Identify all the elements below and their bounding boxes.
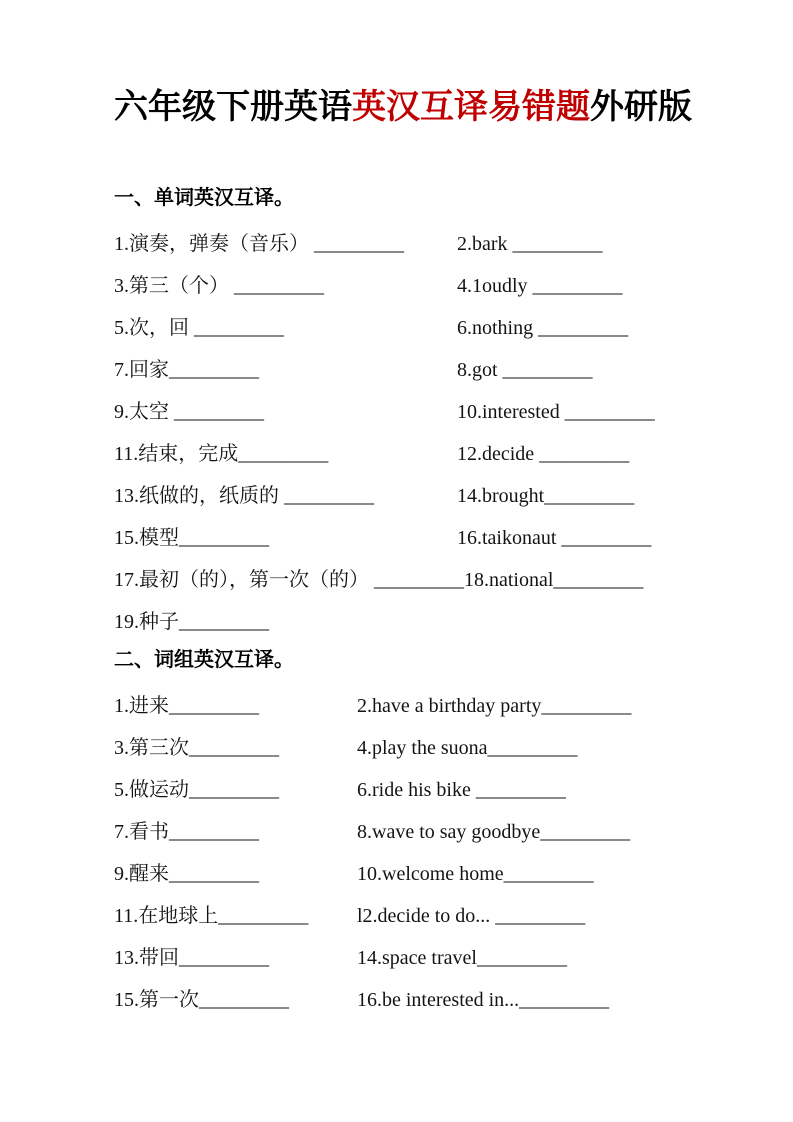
worksheet-row (114, 685, 683, 727)
worksheet-row (114, 853, 683, 895)
item-right: 14.brought_________ (457, 485, 635, 507)
section-1-header: 一、单词英汉互译。 (114, 187, 294, 209)
page-title (114, 85, 692, 131)
worksheet-row (114, 727, 683, 769)
item-left: 11.结束，完成_________ (114, 443, 329, 465)
worksheet-row (114, 601, 683, 643)
item-right: 10.welcome home_________ (357, 863, 594, 885)
section-phrases (114, 647, 683, 1021)
item-left: 1.演奏，弹奏（音乐） _________ (114, 233, 404, 255)
item-left: 3.第三次_________ (114, 737, 279, 759)
item-right: 8.got _________ (457, 359, 593, 381)
item-right: 16.taikonaut _________ (457, 527, 652, 549)
item-left: 13.纸做的，纸质的 _________ (114, 485, 374, 507)
worksheet-row (114, 559, 683, 601)
item-right: 12.decide _________ (457, 443, 630, 465)
section-1-rows (114, 223, 683, 643)
item-right: 4.1oudly _________ (457, 275, 623, 297)
item-right: 10.interested _________ (457, 401, 655, 423)
item-left: 7.看书_________ (114, 821, 259, 843)
worksheet-row (114, 979, 683, 1021)
title-part-3: 外研版 (590, 89, 692, 126)
item-right: 4.play the suona_________ (357, 737, 578, 759)
section-2-header: 二、词组英汉互译。 (114, 649, 294, 671)
worksheet-row (114, 223, 683, 265)
item-right: 6.nothing _________ (457, 317, 629, 339)
item-left: 19.种子_________ (114, 611, 269, 633)
worksheet-row (114, 391, 683, 433)
item-left: 17.最初（的），第一次（的） _________ (114, 569, 464, 591)
worksheet-row (114, 517, 683, 559)
worksheet-row (114, 475, 683, 517)
item-right: 8.wave to say goodbye_________ (357, 821, 631, 843)
item-left: 3.第三（个） _________ (114, 275, 324, 297)
item-left: 15.第一次_________ (114, 989, 289, 1011)
worksheet-row (114, 265, 683, 307)
item-left: 1.进来_________ (114, 695, 259, 717)
item-right: 2.bark _________ (457, 233, 603, 255)
worksheet-row (114, 811, 683, 853)
item-left: 15.模型_________ (114, 527, 269, 549)
item-right: 2.have a birthday party_________ (357, 695, 632, 717)
worksheet-row (114, 937, 683, 979)
worksheet-row (114, 769, 683, 811)
worksheet-row (114, 433, 683, 475)
title-highlight: 英汉互译易错题 (352, 89, 590, 126)
worksheet-row (114, 349, 683, 391)
worksheet-row (114, 895, 683, 937)
item-right: 16.be interested in..._________ (357, 989, 610, 1011)
item-left: 9.醒来_________ (114, 863, 259, 885)
section-2-rows (114, 685, 683, 1021)
item-left: 5.次，回 _________ (114, 317, 284, 339)
item-left: 11.在地球上_________ (114, 905, 309, 927)
item-left: 5.做运动_________ (114, 779, 279, 801)
section-words (114, 185, 683, 643)
item-right: 18.national_________ (464, 569, 644, 591)
item-right: l2.decide to do... _________ (357, 905, 586, 927)
item-right: 14.space travel_________ (357, 947, 567, 969)
title-part-1: 六年级下册英语 (114, 89, 352, 126)
item-left: 9.太空 _________ (114, 401, 264, 423)
item-left: 7.回家_________ (114, 359, 259, 381)
item-left: 13.带回_________ (114, 947, 269, 969)
item-right: 6.ride his bike _________ (357, 779, 566, 801)
worksheet-row (114, 307, 683, 349)
